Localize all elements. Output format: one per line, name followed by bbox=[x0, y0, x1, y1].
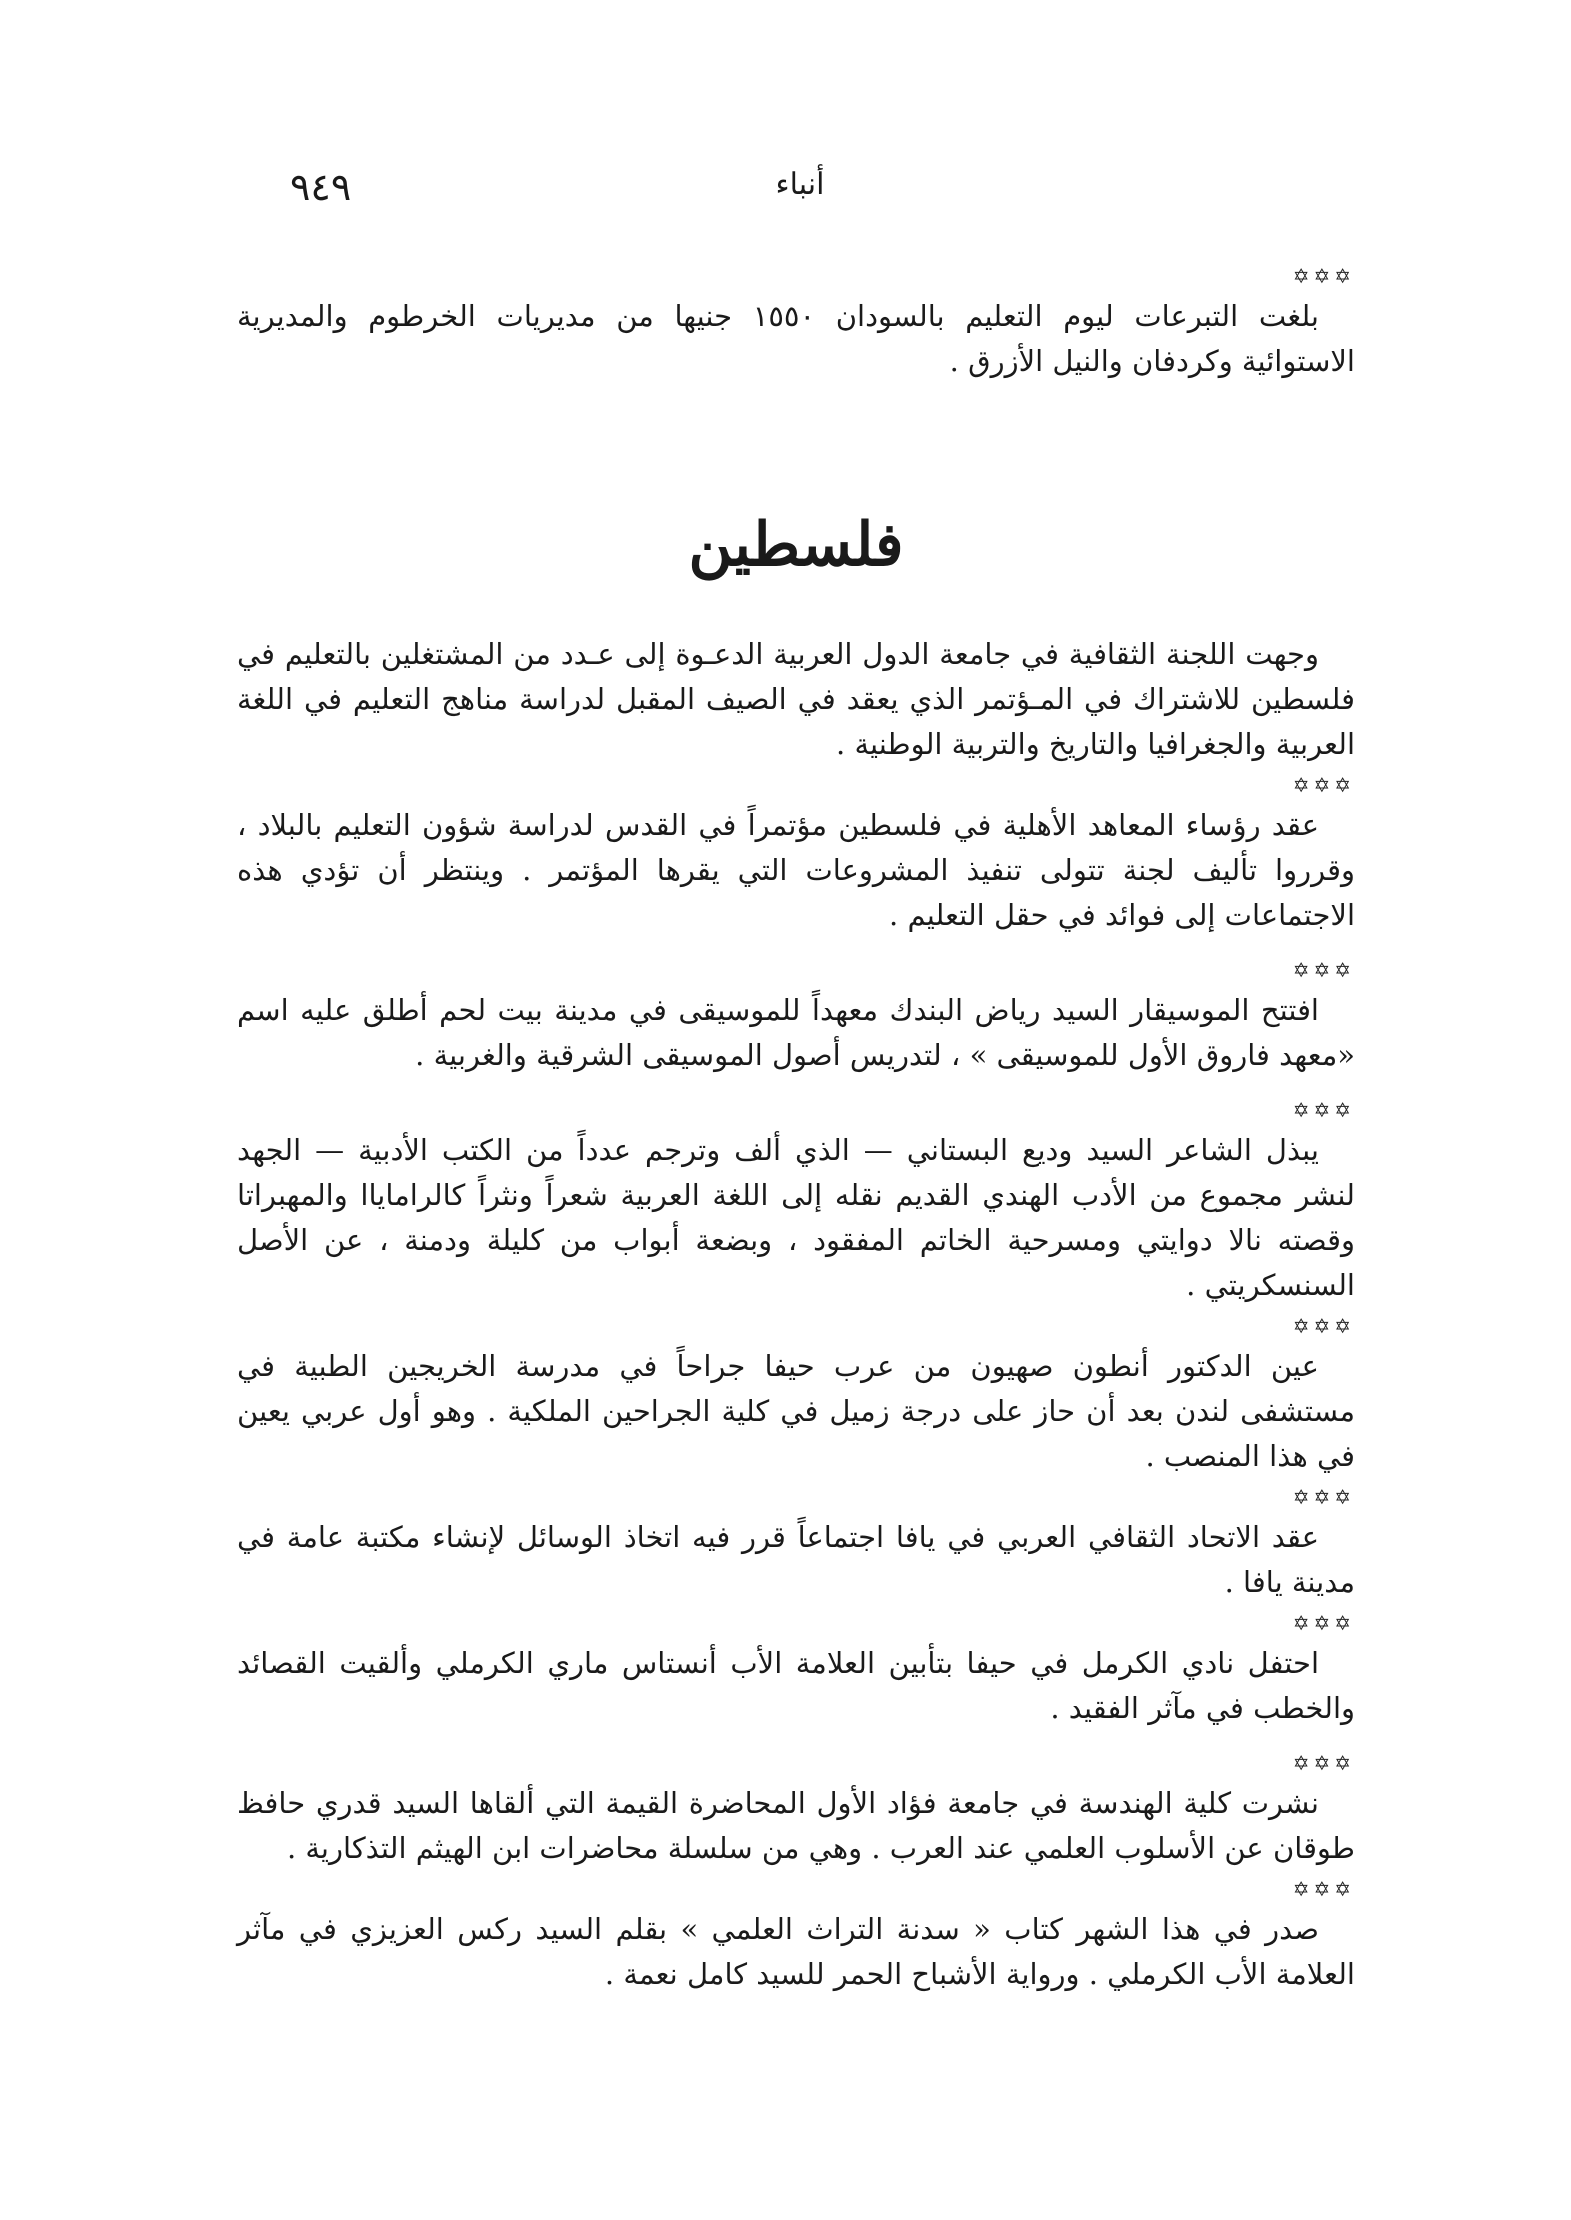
section-title: فلسطين bbox=[688, 510, 904, 580]
separator-stars: ✡✡✡ bbox=[1292, 958, 1355, 982]
page-header bbox=[240, 165, 1360, 215]
separator-stars: ✡✡✡ bbox=[1292, 1485, 1355, 1509]
news-item-private-schools: عقد رؤساء المعاهد الأهلية في فلسطين مؤتمراً في القدس لدراسة شؤون التعليم بالبلاد ، وقرروا تأليف لجنة تتولى تنفيذ المشروعات التي يقرها المؤتمر . وينتظر أن تؤدي هذه الاجتماعات إلى فوائد في حقل التعليم . bbox=[237, 808, 1355, 932]
news-item-indian-literature: يبذل الشاعر السيد وديع البستاني — الذي ألف وترجم عدداً من الكتب الأدبية — الجهد لنشر مجموع من الأدب الهندي القديم نقله إلى اللغة العربية شعراً ونثراً كالراماياا والمهبراتا وقصته نالا دوايتي ومسرحية الخاتم المفقود ، وبضعة أبواب من كليلة ودمنة ، عن الأصل السنسكريتي . bbox=[237, 1133, 1355, 1302]
separator-stars: ✡✡✡ bbox=[1292, 264, 1355, 288]
news-item-education-conference: وجهت اللجنة الثقافية في جامعة الدول العربية الدعـوة إلى عـدد من المشتغلين بالتعليم في فلسطين للاشتراك في المـؤتمر الذي يعقد في الصيف المقبل لدراسة مناهج التعليم في اللغة العربية والجغرافيا والتاريخ والتربية الوطنية . bbox=[237, 637, 1355, 761]
palestine-news-column bbox=[237, 632, 1355, 1997]
separator-stars: ✡✡✡ bbox=[1292, 1877, 1355, 1901]
separator-stars: ✡✡✡ bbox=[1292, 1751, 1355, 1775]
news-item-engineering-lecture: نشرت كلية الهندسة في جامعة فؤاد الأول المحاضرة القيمة التي ألقاها السيد قدري حافظ طوقان عن الأسلوب العلمي عند العرب . وهي من سلسلة محاضرات ابن الهيثم التذكارية . bbox=[237, 1786, 1355, 1865]
news-item-sudan-donations: بلغت التبرعات ليوم التعليم بالسودان ١٥٥٠ جنيها من مديريات الخرطوم والمديرية الاستوائية وكردفان والنيل الأزرق . bbox=[237, 299, 1355, 378]
news-item-new-book: صدر في هذا الشهر كتاب « سدنة التراث العلمي » بقلم السيد ركس العزيزي في مآثر العلامة الأب الكرملي . ورواية الأشباح الحمر للسيد كامل نعمة . bbox=[237, 1912, 1355, 1991]
separator-stars: ✡✡✡ bbox=[1292, 1314, 1355, 1338]
news-item-carmel-club: احتفل نادي الكرمل في حيفا بتأبين العلامة الأب أنستاس ماري الكرملي وألقيت القصائد والخطب في مآثر الفقيد . bbox=[237, 1646, 1355, 1725]
news-item-music-institute: افتتح الموسيقار السيد رياض البندك معهداً للموسيقى في مدينة بيت لحم أطلق عليه اسم «معهد فاروق الأول للموسيقى » ، لتدريس أصول الموسيقى الشرقية والغربية . bbox=[237, 993, 1355, 1072]
news-item-jaffa-library: عقد الاتحاد الثقافي العربي في يافا اجتماعاً قرر فيه اتخاذ الوسائل لإنشاء مكتبة عامة في مدينة يافا . bbox=[237, 1520, 1355, 1599]
page-number: ٩٤٩ bbox=[290, 165, 352, 209]
news-item-surgeon-appointment: عين الدكتور أنطون صهيون من عرب حيفا جراحاً في مدرسة الخريجين الطبية في مستشفى لندن بعد أن حاز على درجة زميل في كلية الجراحين الملكية . وهو أول عربي يعين في هذا المنصب . bbox=[237, 1349, 1355, 1473]
separator-stars: ✡✡✡ bbox=[1292, 1611, 1355, 1635]
separator-stars: ✡✡✡ bbox=[1292, 773, 1355, 797]
top-news-column bbox=[237, 258, 1355, 384]
palestine-section bbox=[237, 505, 1355, 585]
separator-stars: ✡✡✡ bbox=[1292, 1098, 1355, 1122]
running-title: أنباء bbox=[775, 167, 825, 202]
